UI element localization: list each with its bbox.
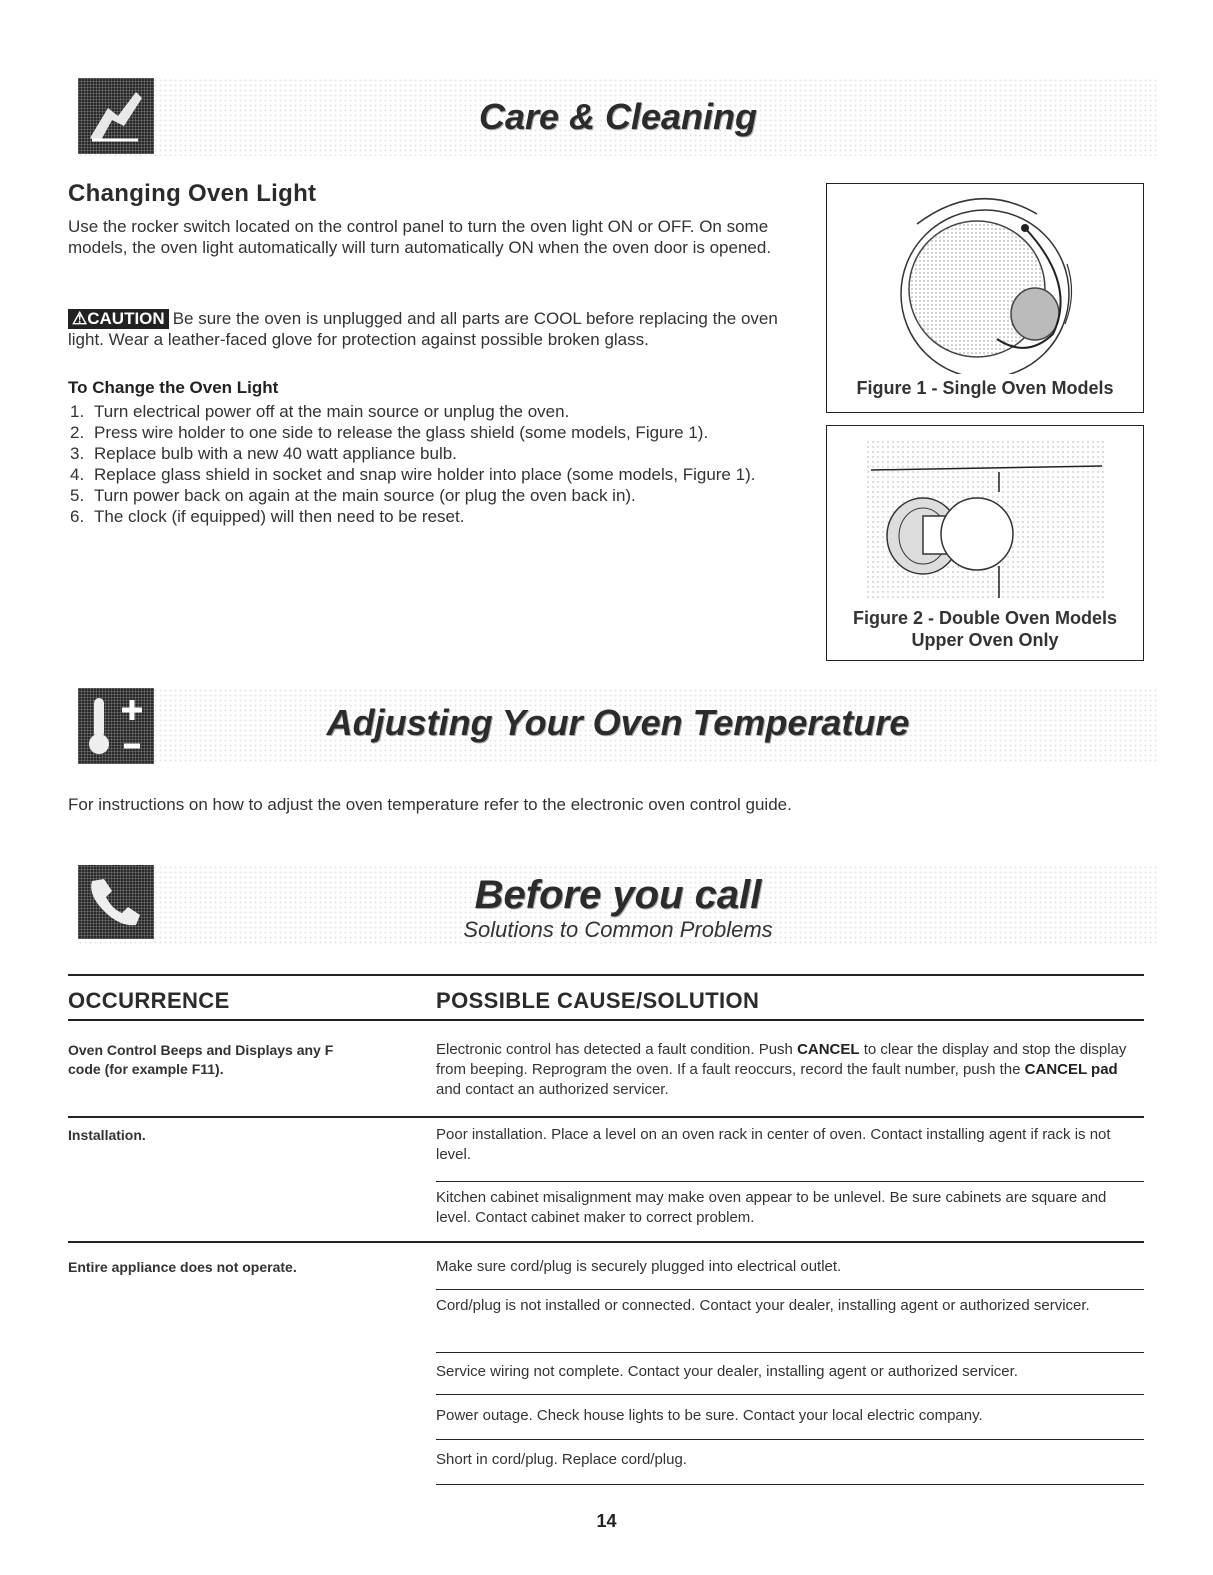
figure-1-box — [826, 183, 1144, 413]
list-item: 1. Turn electrical power off at the main source or unplug the oven. — [70, 402, 570, 421]
row-divider — [68, 1241, 1144, 1243]
page-number: 14 — [596, 1511, 617, 1531]
caution-text: Be sure the oven is unplugged and all parts are COOL before replacing the oven light. Wear a leather-faced glove for protection against possible broken glass. — [68, 309, 778, 349]
solution-text: Make sure cord/plug is securely plugged into electrical outlet. — [436, 1258, 842, 1275]
table-header-rule — [68, 1019, 1144, 1021]
solution-text: Electronic control has detected a fault condition. Push CANCEL to clear the display and stop the display from beeping. Reprogram the oven. If a fault reoccurs, record the fault number, push the CANCEL pad and contact an authorized servicer. — [436, 1041, 1127, 1098]
intro-paragraph: Use the rocker switch located on the control panel to turn the oven light ON or OFF. On some models, the oven light automatically will turn automatically ON when the oven door is opened. — [68, 217, 772, 257]
solution-text: Kitchen cabinet misalignment may make oven appear to be unlevel. Be sure cabinets are square and level. Contact cabinet maker to correct problem. — [436, 1189, 1107, 1226]
solution-divider — [436, 1439, 1144, 1440]
list-item: 5. Turn power back on again at the main source (or plug the oven back in). — [70, 486, 636, 505]
figure-2-caption-line2: Upper Oven Only — [911, 630, 1059, 650]
occurrence-entire-appliance: Entire appliance does not operate. — [68, 1259, 297, 1275]
solution-divider — [436, 1289, 1144, 1290]
section-heading-changing-oven-light: Changing Oven Light — [68, 180, 317, 207]
banner-subtitle: Solutions to Common Problems — [463, 917, 773, 942]
banner-title: Adjusting Your Oven Temperature — [326, 702, 910, 743]
list-item: 4. Replace glass shield in socket and snap wire holder into place (some models, Figure 1). — [70, 465, 756, 484]
steps-list — [68, 401, 813, 527]
column-header-occurrence: OCCURRENCE — [68, 988, 230, 1013]
adjust-temperature-banner — [78, 688, 1158, 764]
solution-divider — [436, 1352, 1144, 1353]
column-header-cause-solution: POSSIBLE CAUSE/SOLUTION — [436, 988, 760, 1013]
solution-text: Service wiring not complete. Contact your dealer, installing agent or authorized servicer. — [436, 1363, 1018, 1380]
figure-2-box — [826, 425, 1144, 661]
list-item: 6. The clock (if equipped) will then need to be reset. — [70, 507, 465, 526]
occurrence-installation: Installation. — [68, 1127, 146, 1143]
figure-1-caption: Figure 1 - Single Oven Models — [856, 378, 1114, 398]
temperature-instructions: For instructions on how to adjust the oven temperature refer to the electronic oven control guide. — [68, 795, 792, 814]
solution-text: Poor installation. Place a level on an oven rack in center of oven. Contact installing agent if rack is not level. — [436, 1126, 1111, 1163]
banner-title: Before you call — [474, 873, 762, 917]
table-bottom-rule — [436, 1484, 1144, 1485]
solution-text: Cord/plug is not installed or connected. Contact your dealer, installing agent or authorized servicer. — [436, 1297, 1090, 1314]
oven-light-double-illustration — [827, 426, 1143, 606]
solution-text: Power outage. Check house lights to be sure. Contact your local electric company. — [436, 1407, 983, 1424]
banner-title: Care & Cleaning — [478, 96, 758, 137]
figure-2-caption-line1: Figure 2 - Double Oven Models — [852, 608, 1118, 628]
solution-divider — [436, 1394, 1144, 1395]
care-cleaning-banner — [78, 78, 1158, 156]
table-top-rule — [68, 974, 1144, 976]
occurrence-oven-control-beeps: Oven Control Beeps and Displays any F code (for example F11). — [68, 1042, 334, 1077]
list-item: 3. Replace bulb with a new 40 watt appliance bulb. — [70, 444, 457, 463]
solution-text: Short in cord/plug. Replace cord/plug. — [436, 1451, 687, 1468]
row-divider — [68, 1116, 1144, 1118]
list-item: 2. Press wire holder to one side to release the glass shield (some models, Figure 1). — [70, 423, 709, 442]
caution-paragraph — [68, 308, 813, 350]
before-you-call-banner — [78, 865, 1158, 945]
steps-title: To Change the Oven Light — [68, 378, 279, 397]
oven-light-single-illustration — [827, 184, 1143, 374]
caution-badge: ⚠CAUTION — [68, 309, 169, 329]
solution-divider — [436, 1181, 1144, 1182]
